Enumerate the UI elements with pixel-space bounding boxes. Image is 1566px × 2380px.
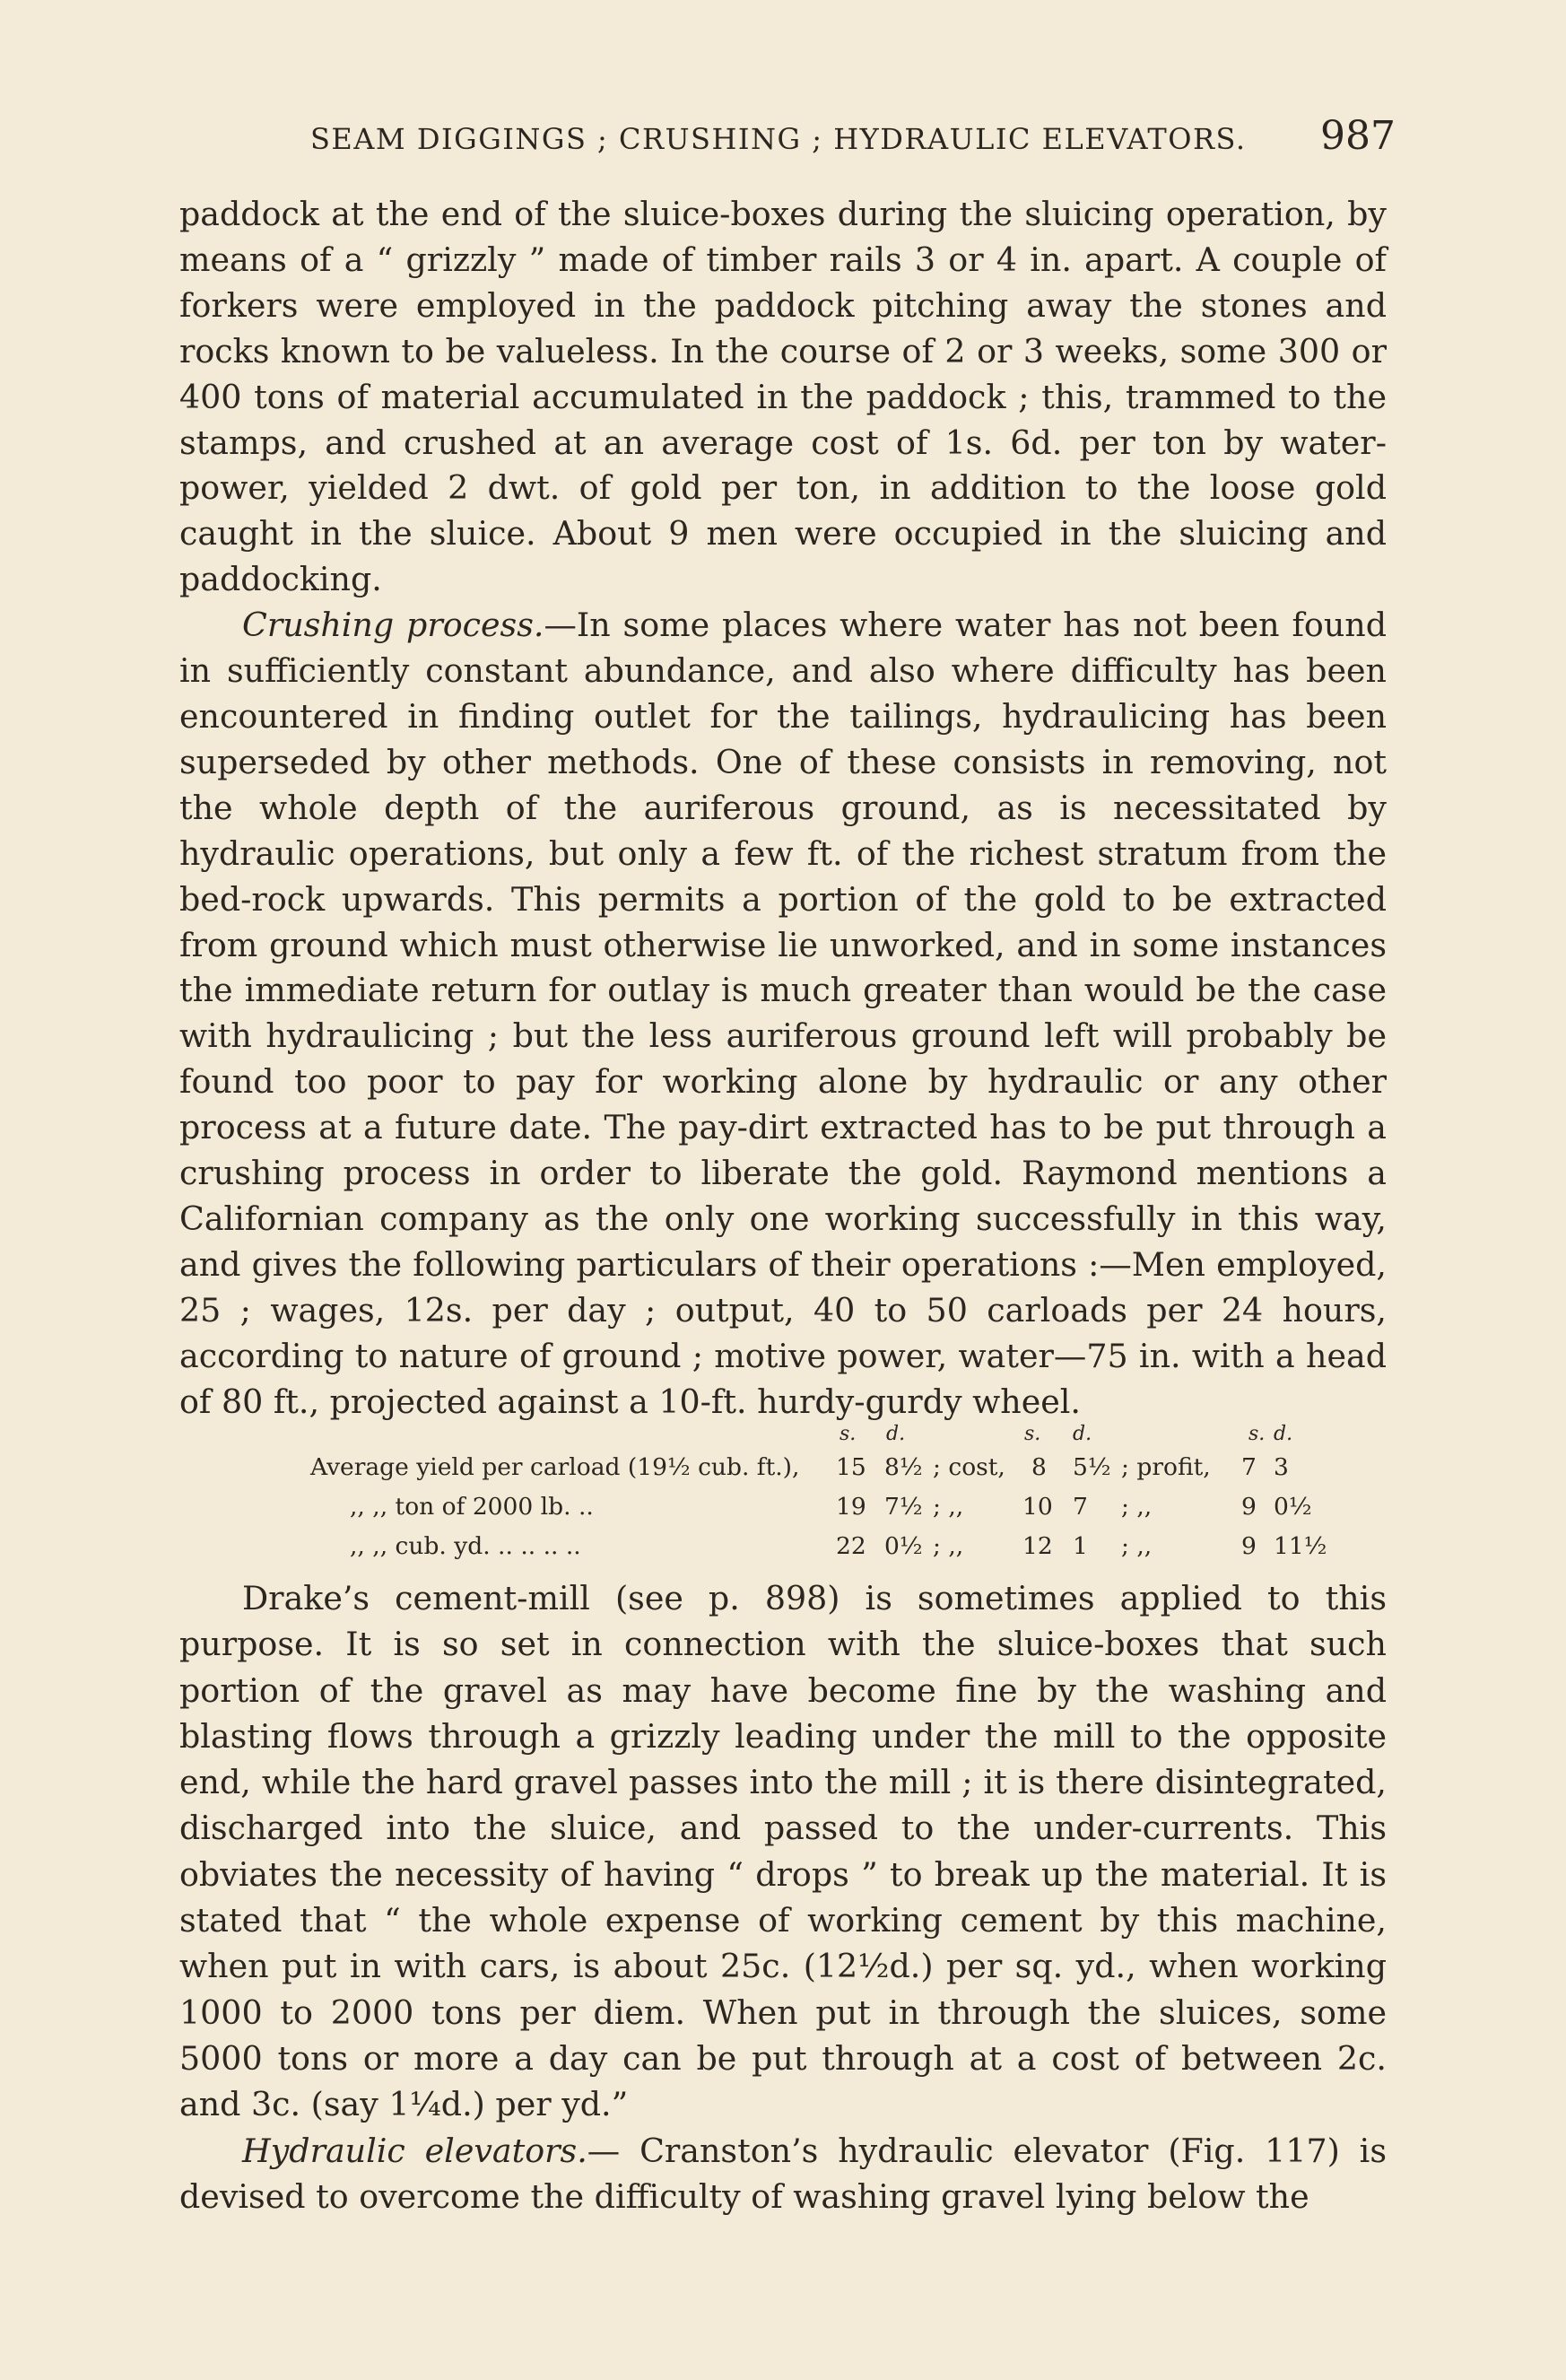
- unit-shillings: s.: [1024, 1423, 1041, 1445]
- profit-pence: 3: [1274, 1453, 1289, 1481]
- run-in-heading-crushing: Crushing process.: [242, 606, 544, 645]
- profit-label: ; ,,: [1121, 1493, 1153, 1521]
- row-label: ,, ,, cub. yd. .. .. .. ..: [350, 1532, 581, 1560]
- profit-pence: 11½: [1274, 1532, 1327, 1560]
- yield-shillings: 15: [836, 1453, 866, 1481]
- yield-row: [305, 1487, 1312, 1527]
- unit-pence: d.: [886, 1423, 906, 1445]
- yield-shillings: 19: [836, 1493, 866, 1521]
- cost-shillings: 10: [1022, 1493, 1053, 1521]
- unit-pence: d.: [1073, 1423, 1092, 1445]
- paragraph-paddock: paddock at the end of the sluice-boxes during the sluicing operation, by means of a “ grizzly ” made of timber rails 3 or 4 in. apart. A couple of forkers were employed in the paddock pitching away the stones and rocks known to be valueless. In the course of 2 or 3 weeks, some 300 or 400 tons of material accumulated in the paddock ; this, trammed to the stamps, and crushed at an average cost of 1s. 6d. per ton by water-power, yielded 2 dwt. of gold per ton, in addition to the loose gold caught in the sluice. About 9 men were occupied in the sluicing and paddocking.: [179, 195, 1387, 599]
- run-in-heading-hydraulic-elevators: Hydraulic elevators.: [242, 2131, 587, 2170]
- cost-pence: 1: [1073, 1532, 1088, 1560]
- yield-pence: 7½: [884, 1493, 923, 1521]
- running-head: [179, 113, 1410, 167]
- unit-shillings: s.: [1248, 1423, 1266, 1445]
- yield-shillings: 22: [836, 1532, 866, 1560]
- cost-label: ; ,,: [933, 1493, 964, 1521]
- yield-pence: 0½: [884, 1532, 923, 1560]
- profit-pence: 0½: [1274, 1493, 1312, 1521]
- body-text-lower: [179, 1575, 1387, 2219]
- body-text-upper: [179, 192, 1387, 1425]
- yield-row: [305, 1448, 1309, 1487]
- unit-pence: d.: [1274, 1423, 1293, 1445]
- unit-shillings: s.: [840, 1423, 857, 1445]
- cost-shillings: 8: [1031, 1453, 1047, 1481]
- cost-pence: 7: [1073, 1493, 1088, 1521]
- cost-shillings: 12: [1022, 1532, 1053, 1560]
- paragraph-hydraulic-elevators: [179, 2128, 1387, 2220]
- profit-shillings: 7: [1241, 1453, 1257, 1481]
- running-title: SEAM DIGGINGS ; CRUSHING ; HYDRAULIC ELEVATORS.: [310, 122, 1247, 156]
- row-label: Average yield per carload (19½ cub. ft.),: [310, 1453, 800, 1481]
- profit-shillings: 9: [1241, 1493, 1257, 1521]
- yield-units-row: [305, 1423, 1309, 1448]
- cost-label: ; ,,: [933, 1532, 964, 1560]
- profit-shillings: 9: [1241, 1532, 1257, 1560]
- page-number: 987: [1320, 113, 1396, 159]
- yield-table: [305, 1423, 1327, 1566]
- profit-label: ; ,,: [1121, 1532, 1153, 1560]
- profit-label: ; profit,: [1121, 1453, 1211, 1481]
- paragraph-hydraulic-elevators-text: — Cranston’s hydraulic elevator (Fig. 117) is devised to overcome the difficulty of washing gravel lying below the: [179, 2131, 1387, 2216]
- paragraph-drakes-cement-mill: Drake’s cement-mill (see p. 898) is sometimes applied to this purpose. It is so set in connection with the sluice-boxes that such portion of the gravel as may have become fine by the washing and blasting flows through a grizzly leading under the mill to the opposite end, while the hard gravel passes into the mill ; it is there disintegrated, discharged into the sluice, and passed to the under-currents. This obviates the necessity of having “ drops ” to break up the material. It is stated that “ the whole expense of working cement by this machine, when put in with cars, is about 25c. (12½d.) per sq. yd., when working 1000 to 2000 tons per diem. When put in through the sluices, some 5000 tons or more a day can be put through at a cost of between 2c. and 3c. (say 1¼d.) per yd.”: [179, 1579, 1387, 2124]
- paragraph-crushing-text: —In some places where water has not been found in sufficiently constant abundance, and also where difficulty has been encountered in finding outlet for the tailings, hydraulicing has been superseded by other methods. One of these consists in removing, not the whole depth of the auriferous ground, as is necessitated by hydraulic operations, but only a few ft. of the richest stratum from the bed-rock upwards. This permits a portion of the gold to be extracted from ground which must otherwise lie unworked, and in some instances the immediate return for outlay is much greater than would be the case with hydraulicing ; but the less auriferous ground left will probably be found too poor to pay for working alone by hydraulic or any other process at a future date. The pay-dirt extracted has to be put through a crushing process in order to liberate the gold. Raymond mentions a Californian company as the only one working successfully in this way, and gives the following particulars of their operations :—Men employed, 25 ; wages, 12s. per day ; output, 40 to 50 carloads per 24 hours, according to nature of ground ; motive power, water—75 in. with a head of 80 ft., projected against a 10-ft. hurdy-gurdy wheel.: [179, 606, 1387, 1421]
- cost-pence: 5½: [1073, 1453, 1111, 1481]
- yield-row: [305, 1527, 1327, 1566]
- row-label: ,, ,, ton of 2000 lb. ..: [350, 1493, 594, 1521]
- yield-pence: 8½: [884, 1453, 923, 1481]
- cost-label: ; cost,: [933, 1453, 1005, 1481]
- paragraph-crushing-process: [179, 603, 1387, 1425]
